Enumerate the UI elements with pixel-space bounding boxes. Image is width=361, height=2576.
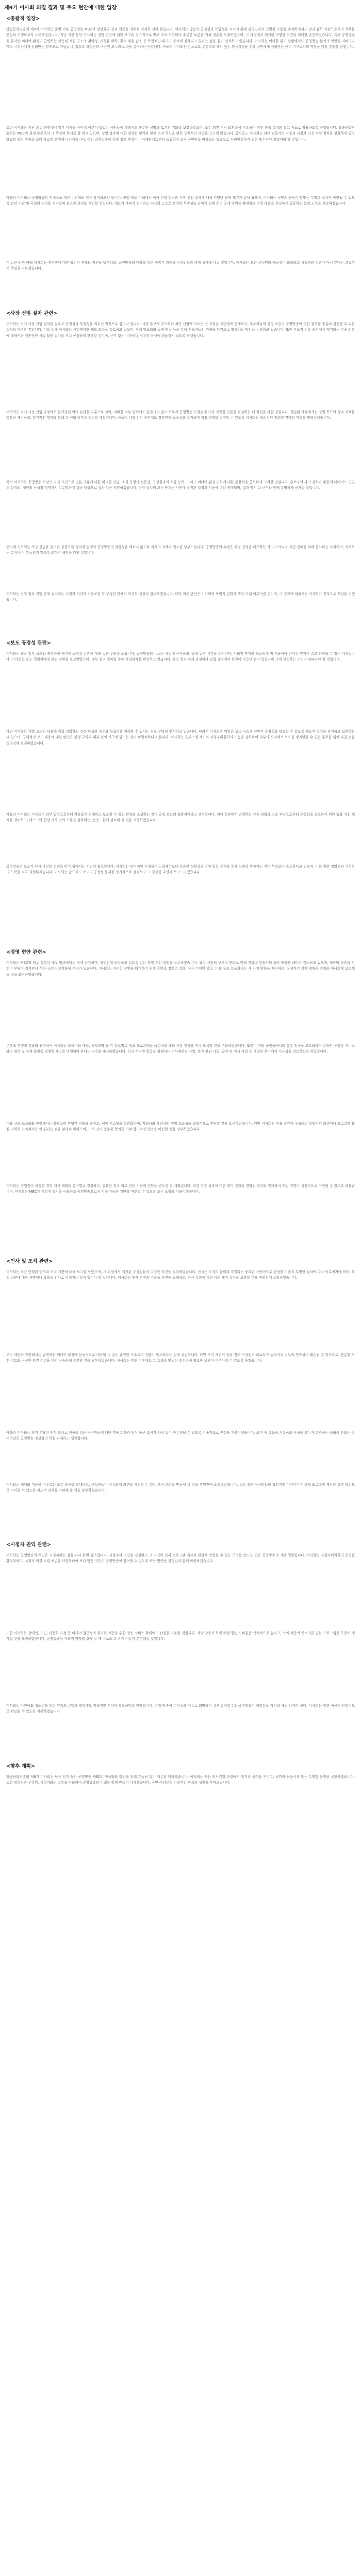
section-viewer-rights xyxy=(6,1540,355,1760)
section-heading: <총괄적 입장> xyxy=(6,16,40,22)
paragraph: 조직 개편과 관련해서는 급변하는 미디어 환경에 능동적으로 대응할 수 있는 유연한 구조로의 전환이 필요하다는 점에 공감합니다. 다만 조직 개편이 잦을 경우 구성원의 피로도가 높아지고 업무의 연속성이 훼손될 수 있으므로, 충분한 사전 검토와 구성원 의견 수렴을 거쳐 신중하게 추진할 것을 당부하였습니다. 이사회는 개편 이후에도 그 효과를 면밀히 점검하여 필요한 보완이 이루어질 수 있도록 하겠습니다. xyxy=(6,1353,355,1363)
section-heading: <보도 공정성 관련> xyxy=(6,640,51,646)
paragraph: 이사회는 과거 사장 선임 과정에서 불거졌던 여러 논란을 교훈으로 삼아, 어떠한 외부 압력에도 흔들리지 않고 오로지 공영방송의 발전에 가장 적합한 인물을 선임하는 데 최선을 다할 것입니다. 선임된 사장에게는 경영 목표와 성과 지표를 명확히 제시하고, 정기적인 평가를 통해 그 이행 여부를 점검할 계획입니다. 아울러 사장 선임 이후에도 경영진이 독립성을 유지하며 책임 경영을 실천할 수 있도록 이사회는 합리적인 지원과 견제의 역할을 병행하겠습니다. xyxy=(6,410,355,420)
paragraph: 이사회는 공영방송의 주인은 시청자라는 점을 다시 한번 강조합니다. 시청자의 의견을 경청하고 그 의견이 실제 프로그램 제작과 편성에 반영될 수 있는 구조를 만드는 것은 공영방송의 기본 책무입니다. 이사회는 시청자위원회의 운영을 활성화하고, 시청자 의견 수렴 채널을 다양화하여 보다 많은 국민이 공영방송에 참여할 수 있도록 하는 방안을 경영진과 함께 마련하겠습니다. xyxy=(6,1553,355,1564)
paragraph: 방송문화진흥회 제9기 이사회는 출범 이후 공영방송 MBC의 정상화와 신뢰 회복을 최우선 과제로 삼아 왔습니다. 이사회는 방송의 공정성과 독립성을 지키기 위해 경영진과의 긴밀한 소통을 유지하면서도 관리·감독 기관으로서의 책무를 충실히 이행하고자 노력하였습니다. 지난 기간 동안 이사회는 경영 현안에 대한 보고를 정기적으로 받고 주요 사안마다 충분한 토론을 거쳐 결론을 도출하였으며, 그 과정에서 제기된 다양한 의견을 최대한 존중하였습니다. 특히 공영방송을 둘러싼 미디어 환경이 급변하는 가운데 재원 구조의 취약성, 시청률 하락, 광고 매출 감소 등 복합적인 위기가 동시에 진행되고 있다는 점을 깊이 인식하고 있습니다. 이사회는 이러한 위기 상황에서도 공영방송 본연의 역할을 저버리지 않고 시청자에게 신뢰받는 방송으로 거듭날 수 있도록 경영진과 구성원 모두의 노력을 촉구하는 바입니다. 아울러 이사회는 앞으로도 투명하고 책임 있는 의사결정을 통해 국민에게 신뢰받는 공적 기구로서의 역할을 다할 것임을 밝힙니다. xyxy=(6,27,355,49)
section-heading: <향후 계획> xyxy=(6,1764,35,1769)
paragraph: 동시에 이사회는 사장 선임을 둘러싼 불필요한 정치적 논쟁이 공영방송의 안정성을 해치지 않도록 각계의 자제와 협조를 당부드립니다. 공영방송의 수장은 특정 진영을 대표하는 자리가 아니라 국민 전체를 위해 봉사하는 자리이며, 이사회는 그 원칙이 흔들리지 않도록 끝까지 책임을 다할 것입니다. xyxy=(6,545,355,555)
section-future-plans xyxy=(6,1762,355,1847)
section-news-fairness xyxy=(6,639,355,921)
section-heading: <경영 현안 관련> xyxy=(6,950,46,955)
document-title: 제9기 이사회 의결 결과 및 주요 현안에 대한 입장 xyxy=(4,5,117,11)
paragraph: 이사회는 차기 사장 선임 절차를 앞두고 공정성과 투명성을 최우선 원칙으로 삼고자 합니다. 사장 후보자 공모부터 최종 선임에 이르는 전 과정을 국민에게 공개하고, 후보자들의 경영 비전과 공영방송에 대한 철학을 충분히 검증할 수 있는 절차를 마련할 것입니다. 이를 위해 이사회는 시민평가단 제도 도입을 검토하고 있으며, 정책 발표회와 공개 면접 등을 통해 후보자들의 역량을 다각도로 평가하는 방안을 논의하고 있습니다. 또한 후보자 검증 과정에서 제기되는 각종 의혹에 대해서는 객관적인 사실 확인 절차를 거쳐 공정하게 판단할 것이며, 근거 없는 비방이나 정치적 공세에 휘둘리지 않도록 하겠습니다. xyxy=(6,322,355,338)
paragraph: 아울러 이사회는 기자들이 외부 압력으로부터 자유롭게 취재하고 보도할 수 있는 환경을 조성하는 것이 공정 보도의 출발점이라고 생각합니다. 취재 현장에서 발생하는 각종 위협과 소송 부담으로부터 구성원을 보호하기 위한 법률 지원 체계를 정비하고, 데스크와 현장 기자 간의 소통을 강화하는 방안도 함께 검토해 줄 것을 요청하였습니다. xyxy=(6,812,355,823)
paragraph: 이사회는 선임 절차 진행 중에 접수되는 시청자 의견과 노동조합 등 구성원 단체의 의견도 성실히 검토하겠습니다. 다만 최종 판단은 이사회의 독립적 권한과 책임 아래 이루어질 것이며, 그 결과에 대해서는 이사회가 전적으로 책임을 지겠습니다. xyxy=(6,592,355,602)
paragraph: 또한 이사회는 장애인, 노인, 다문화 가정 등 미디어 접근성이 취약한 계층을 위한 방송 서비스 확대에도 관심을 기울일 것입니다. 자막 방송과 화면 해설 방송의 비율을 단계적으로 높이고, 소외 계층의 목소리를 담는 프로그램을 꾸준히 제작할 것을 요청하였습니다. 공영방송이 사회적 약자의 곁에 설 때 비로소 그 존재 이유가 분명해질 것입니다. xyxy=(6,1631,355,1641)
section-management-issues xyxy=(6,948,355,1251)
paragraph: 또한 이사회는 지난 의결 과정에서 일부 이사들 사이에 이견이 있었던 사안들에 대해서도 충분한 설명과 토론의 기회를 보장하였으며, 소수 의견 역시 회의록에 기록하여 향후 정책 결정의 참고 자료로 활용하도록 하였습니다. 방송문화진흥회는 MBC의 최대 주주로서 그 책임의 무게를 잘 알고 있으며, 경영 성과에 대한 냉정한 평가와 함께 조직 혁신을 위한 구체적인 대안을 요구해 왔습니다. 앞으로도 이사회는 외부 전문가의 자문과 시청자 의견 수렴 절차를 강화하여 공영방송의 발전 방향을 보다 폭넓게 모색해 나가겠습니다. 이는 공영방송이 특정 정치 세력이나 이해관계로부터 독립하여 오직 국민만을 바라보는 방송으로 자리매김하기 위한 필수적인 과정이라 할 것입니다. xyxy=(6,126,355,142)
paragraph: 다만 이사회는 개별 보도의 내용에 직접 개입하는 것은 편성의 자유와 독립성을 침해할 수 있다는 점을 분명히 인식하고 있습니다. 따라서 이사회의 역할은 보도 시스템 전반이 공정성을 담보할 수 있도록 제도적 장치를 점검하고 보완하는 데 있으며, 구체적인 보도 내용에 대한 판단은 편성 규약과 내부 심의 기구에 맡기는 것이 바람직하다고 봅니다. 이사회는 옴부즈맨 제도와 시청자위원회의 기능을 강화하여 외부의 시각에서 보도를 평가받을 수 있는 통로를 넓혀 나갈 것을 경영진에 요청하였습니다. xyxy=(6,730,355,745)
paragraph: 이사회는 세대와 직군을 아우르는 소통 창구를 확대하고, 구성원들이 자유롭게 의견을 개진할 수 있는 조직 문화를 만들어 갈 것을 경영진에 요청하였습니다. 특히 젊은 구성원들의 창의적인 아이디어가 실제 프로그램 제작과 경영 혁신으로 이어질 수 있도록 제도적 장치를 마련해 줄 것을 당부하였습니다. xyxy=(6,1483,355,1493)
paragraph: 공영방송의 보도가 다시 국민의 신뢰를 받기 위해서는 시간이 필요합니다. 이사회는 단기적인 시청률이나 화제성보다 꾸준한 정확성과 깊이 있는 분석을 통해 신뢰를 쌓아가는 것이 무엇보다 중요하다고 믿으며, 이를 위한 경영진과 구성원의 노력을 적극 지원하겠습니다. 이사회는 앞으로도 보도의 공정성 문제를 정기적으로 점검하고 그 결과를 국민께 보고드리겠습니다. xyxy=(6,865,355,875)
paragraph: 이사회는 최근 단행된 인사와 조직 개편에 대해 보고를 받았으며, 그 과정에서 제기된 구성원들의 다양한 의견을 청취하였습니다. 인사는 조직의 활력과 직결되는 중요한 사안이므로 공정한 기준과 투명한 절차에 따라 이루어져야 하며, 특정 집단에 대한 차별이나 보복성 인사로 비춰지는 일이 없어야 할 것입니다. 이사회는 인사 원칙과 기준을 사전에 공개하고, 인사 결과에 대한 이의 제기 절차를 보장할 것을 경영진에 요청하였습니다. xyxy=(6,1270,355,1280)
paragraph: 콘텐츠 경쟁력 강화와 관련하여 이사회는 드라마와 예능, 시사교양 등 각 장르별로 대표 프로그램을 육성하고 해외 시장 진출을 적극 모색할 것을 주문하였습니다. 또한 디지털 플랫폼에서의 유통 전략을 고도화하여 온라인 동영상 서비스와의 협력 및 자체 플랫폼 경쟁력 제고를 병행해야 한다는 의견을 제시하였습니다. 신규 수익원 발굴을 위해서는 지식재산권 사업, 부가 판권 사업, 공연 및 전시 사업 등 다양한 분야에서 가능성을 검토하도록 하였습니다. xyxy=(6,1044,355,1054)
section-heading: <인사 및 조직 관련> xyxy=(6,1259,53,1264)
paragraph: 이사회는 경영진이 제출한 경영 개선 계획을 분기별로 점검하고, 필요한 경우 외부 전문 기관의 진단을 받도록 할 계획입니다. 또한 경영 성과에 대한 평가 결과를 경영진 평가와 연계하여 책임 경영이 실질적으로 구현될 수 있도록 하겠습니다. 이사회는 MBC가 재정적 위기를 극복하고 공영방송으로서 지속 가능한 기반을 마련할 수 있도록 모든 노력을 기울이겠습니다. xyxy=(6,1184,355,1194)
paragraph: 이사회는 최근 일부 보도와 관련하여 제기된 공정성 논란에 대해 깊은 우려를 표합니다. 공영방송의 뉴스는 사실에 근거하고, 균형 잡힌 시각을 유지하며, 사회적 약자의 목소리에 귀 기울여야 한다는 원칙은 결코 타협될 수 없는 가치입니다. 이사회는 보도 책임자에게 관련 경위를 보고받았으며, 내부 심의 절차를 통해 사실관계를 확인하고 있습니다. 확인 결과 취재 과정이나 편집 과정에서 원칙에 어긋난 점이 있었다면 그에 상응하는 조치가 뒤따라야 할 것입니다. xyxy=(6,652,355,662)
section-personnel-organization xyxy=(6,1257,355,1534)
paragraph: 비용 구조 효율화와 관련해서는 불필요한 관행적 지출을 줄이고, 제작 시스템을 합리화하며, 자회사와 계열사의 경영 효율성을 종합적으로 진단할 것을 요구하였습니다. 다만 이사회는 비용 절감이 구성원의 일방적인 희생이나 프로그램 품질 저하로 이어져서는 안 된다는 점을 분명히 하였으며, 노사 간의 충분한 협의를 거쳐 합리적인 방안을 마련할 것을 당부하였습니다. xyxy=(6,1122,355,1132)
section-general-position xyxy=(6,14,355,302)
paragraph: 아울러 이사회는 과거 부당한 인사 조치로 피해를 입은 구성원들에 대한 명예 회복과 원상 복구 조치가 차질 없이 마무리될 수 있도록 지속적으로 관심을 기울이겠습니다. 조직 내 갈등을 치유하고 구성원 모두가 화합하는 문화를 만드는 것이야말로 공영방송 정상화의 핵심 과제라고 생각합니다. xyxy=(6,1431,355,1441)
paragraph: 이 같은 원칙 아래 이사회는 경영진에 대한 합리적 견제와 지원을 병행하고, 공영방송의 미래를 위한 중장기 과제를 구성원들과 함께 설계해 나갈 것입니다. 이사회는 모든 구성원의 자긍심이 회복되고 시청자의 신뢰가 다시 쌓이는 그날까지 책임을 다하겠습니다. xyxy=(6,261,355,271)
paragraph: 특히 이사회는 공영방송 사장의 자격 요건으로 언론 자유에 대한 확고한 신념, 조직 운영의 전문성, 구성원과의 소통 능력, 그리고 미디어 환경 변화에 대한 통찰력을 중요하게 고려할 것입니다. 후보자의 과거 경력과 활동에 대해서도 면밀히 살피되, 개인의 사생활 영역까지 무분별하게 검증 대상으로 삼는 일은 지양하겠습니다. 선임 절차의 모든 단계는 사전에 공지된 일정과 기준에 따라 진행되며, 결과 역시 그 근거와 함께 투명하게 공개할 것입니다. xyxy=(6,480,355,490)
paragraph: 이사회는 어린이와 청소년을 위한 양질의 콘텐츠 제작에도 지속적인 투자가 필요하다고 판단합니다. 상업 방송이 수익성을 이유로 외면하기 쉬운 분야일수록 공영방송이 책임감을 가지고 채워 나가야 하며, 이사회는 관련 예산이 안정적으로 확보될 수 있도록 지원하겠습니다. xyxy=(6,1704,355,1714)
section-heading: <사장 선임 절차 관련> xyxy=(6,311,58,316)
paragraph: 이사회는 MBC의 재무 상황이 매우 엄중하다는 점에 공감하며, 경영진에 과감하고 실효성 있는 경영 개선 계획을 요구하였습니다. 광고 시장의 구조적 변화로 인해 지상파 방송사의 광고 매출은 해마다 감소하고 있으며, 제작비 상승과 인건비 부담이 겹치면서 적자 구조가 고착화될 우려가 있습니다. 이사회는 이러한 상황을 타개하기 위해 콘텐츠 경쟁력 강화, 신규 수익원 발굴, 비용 구조 효율화라는 세 가지 방향을 제시하고, 구체적인 실행 계획과 일정을 이사회에 보고해 줄 것을 요청하였습니다. xyxy=(6,961,355,977)
section-heading: <시청자 권익 관련> xyxy=(6,1542,51,1548)
paragraph: 방송문화진흥회 제9기 이사회는 남은 임기 동안 공영방송 MBC의 정상화와 발전을 위해 흔들림 없이 책무를 다하겠습니다. 이사회는 모든 의사결정 과정에서 원칙과 상식을 지키고, 국민의 눈높이에 맞는 투명한 운영을 실천하겠습니다. 또한 경영진과 구성원, 시청자와의 소통을 강화하여 공영방송의 미래를 함께 만들어 나가겠습니다. 국민 여러분의 지속적인 관심과 성원을 부탁드립니다. xyxy=(6,1775,355,1785)
paragraph: 아울러 이사회는 공영방송의 지배구조 개선 논의에도 적극 참여하고자 합니다. 현행 제도 아래에서 이사 선임 방식과 사장 선임 절차에 대해 다양한 문제 제기가 있어 왔으며, 이사회는 국민의 눈높이에 맞는 투명한 절차가 마련될 수 있도록 관련 기관 및 국회의 논의를 지켜보며 필요한 의견을 개진할 것입니다. 제도가 바뀌기 전이라도 이사회 스스로 운영의 투명성을 높이기 위해 회의 공개 범위를 확대하고 의결 내용을 신속하게 공표하는 등의 노력을 지속하겠습니다. xyxy=(6,196,355,206)
section-ceo-selection xyxy=(6,309,355,633)
